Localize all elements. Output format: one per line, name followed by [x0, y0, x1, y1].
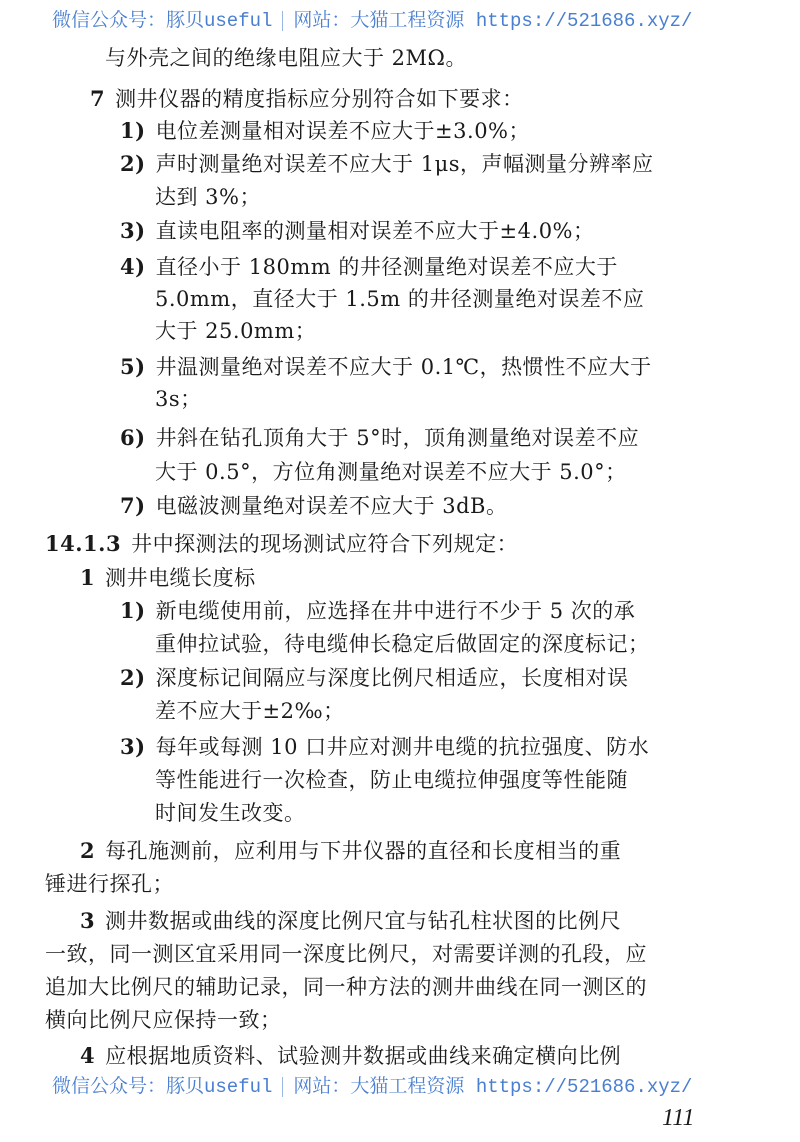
line-text: 电位差测量相对误差不应大于±3.0%； [155, 119, 531, 143]
line-text: 5.0mm，直径大于 1.5m 的井径测量绝对误差不应 [155, 287, 645, 311]
item-number: 5) [120, 354, 146, 379]
line-text: 井斜在钻孔顶角大于 5°时，顶角测量绝对误差不应 [155, 426, 640, 450]
text-line [155, 318, 316, 344]
text-line [80, 838, 621, 864]
text-line [155, 767, 628, 793]
item-number: 7 [90, 86, 106, 111]
text-line [80, 908, 621, 934]
text-line [45, 974, 647, 1000]
line-text: 井中探测法的现场测试应符合下列规定： [131, 532, 519, 556]
line-text: 锤进行探孔； [45, 872, 174, 896]
text-line [120, 254, 618, 280]
text-line [120, 598, 635, 624]
item-number: 1 [80, 565, 96, 590]
item-number: 3 [80, 908, 96, 933]
text-line [155, 184, 261, 210]
item-number: 3) [120, 218, 146, 243]
line-text: 追加大比例尺的辅助记录，同一种方法的测井曲线在同一测区的 [45, 975, 647, 999]
text-line [120, 734, 649, 760]
item-number: 6) [120, 425, 146, 450]
line-text: 测井电缆长度标 [105, 566, 256, 590]
line-text: 每孔施测前，应利用与下井仪器的直径和长度相当的重 [105, 839, 622, 863]
line-text: 直读电阻率的测量相对误差不应大于±4.0%； [155, 219, 595, 243]
line-text: 直径小于 180mm 的井径测量绝对误差不应大于 [155, 255, 618, 279]
item-number: 3) [120, 734, 146, 759]
line-text: 电磁波测量绝对误差不应大于 3dB。 [155, 494, 508, 518]
text-line [120, 218, 595, 244]
divider [282, 1077, 283, 1097]
line-text: 每年或每测 10 口井应对测井电缆的抗拉强度、防水 [155, 735, 650, 759]
watermark-site: 网站：大猫工程资源 https://521686.xyz/ [293, 1076, 693, 1098]
text-line [155, 386, 202, 412]
text-line [155, 698, 345, 724]
text-line [45, 531, 518, 557]
text-line [120, 354, 652, 380]
text-line [155, 286, 644, 312]
watermark-site: 网站：大猫工程资源 https://521686.xyz/ [293, 10, 693, 32]
item-number: 2 [80, 838, 96, 863]
text-line [120, 425, 639, 451]
line-text: 深度标记间隔应与深度比例尺相适应，长度相对误 [155, 666, 629, 690]
text-line [90, 86, 524, 112]
item-number: 4 [80, 1043, 96, 1068]
line-text: 井温测量绝对误差不应大于 0.1℃，热惯性不应大于 [155, 355, 652, 379]
line-text: 达到 3%； [155, 185, 261, 209]
line-text: 声时测量绝对误差不应大于 1μs，声幅测量分辨率应 [155, 152, 654, 176]
item-number: 14.1.3 [45, 531, 122, 556]
item-number: 2) [120, 665, 146, 690]
text-line [155, 800, 306, 826]
text-line [105, 45, 467, 71]
line-text: 与外壳之间的绝缘电阻应大于 2MΩ。 [105, 46, 467, 70]
line-text: 大于 25.0mm； [155, 319, 317, 343]
line-text: 横向比例尺应保持一致； [45, 1008, 282, 1032]
watermark-wechat: 微信公众号：豚贝useful [52, 1076, 273, 1098]
text-line [120, 118, 530, 144]
divider [282, 11, 283, 31]
watermark-top [52, 10, 692, 32]
text-line [155, 631, 650, 657]
line-text: 3s； [155, 387, 202, 411]
item-number: 1) [120, 118, 146, 143]
line-text: 时间发生改变。 [155, 801, 306, 825]
line-text: 差不应大于±2‰； [155, 699, 345, 723]
text-line [120, 151, 654, 177]
line-text: 测井仪器的精度指标应分别符合如下要求： [115, 87, 524, 111]
item-number: 1) [120, 598, 146, 623]
watermark-wechat: 微信公众号：豚贝useful [52, 10, 273, 32]
text-line [80, 1043, 621, 1069]
text-line [155, 459, 627, 485]
text-line [120, 493, 507, 519]
item-number: 2) [120, 151, 146, 176]
text-line [45, 1007, 282, 1033]
line-text: 一致，同一测区宜采用同一深度比例尺，对需要详测的孔段，应 [45, 942, 647, 966]
text-line [120, 665, 629, 691]
line-text: 应根据地质资料、试验测井数据或曲线来确定横向比例 [105, 1044, 622, 1068]
line-text: 新电缆使用前，应选择在井中进行不少于 5 次的承 [155, 599, 636, 623]
text-line [45, 871, 174, 897]
item-number: 7) [120, 493, 146, 518]
line-text: 重伸拉试验，待电缆伸长稳定后做固定的深度标记； [155, 632, 650, 656]
item-number: 4) [120, 254, 146, 279]
line-text: 测井数据或曲线的深度比例尺宜与钻孔柱状图的比例尺 [105, 909, 622, 933]
text-line [80, 565, 256, 591]
text-line [45, 941, 647, 967]
page-number: 111 [662, 1105, 695, 1131]
line-text: 大于 0.5°，方位角测量绝对误差不应大于 5.0°； [155, 460, 627, 484]
watermark-bottom [52, 1076, 692, 1098]
line-text: 等性能进行一次检查，防止电缆拉伸强度等性能随 [155, 768, 628, 792]
